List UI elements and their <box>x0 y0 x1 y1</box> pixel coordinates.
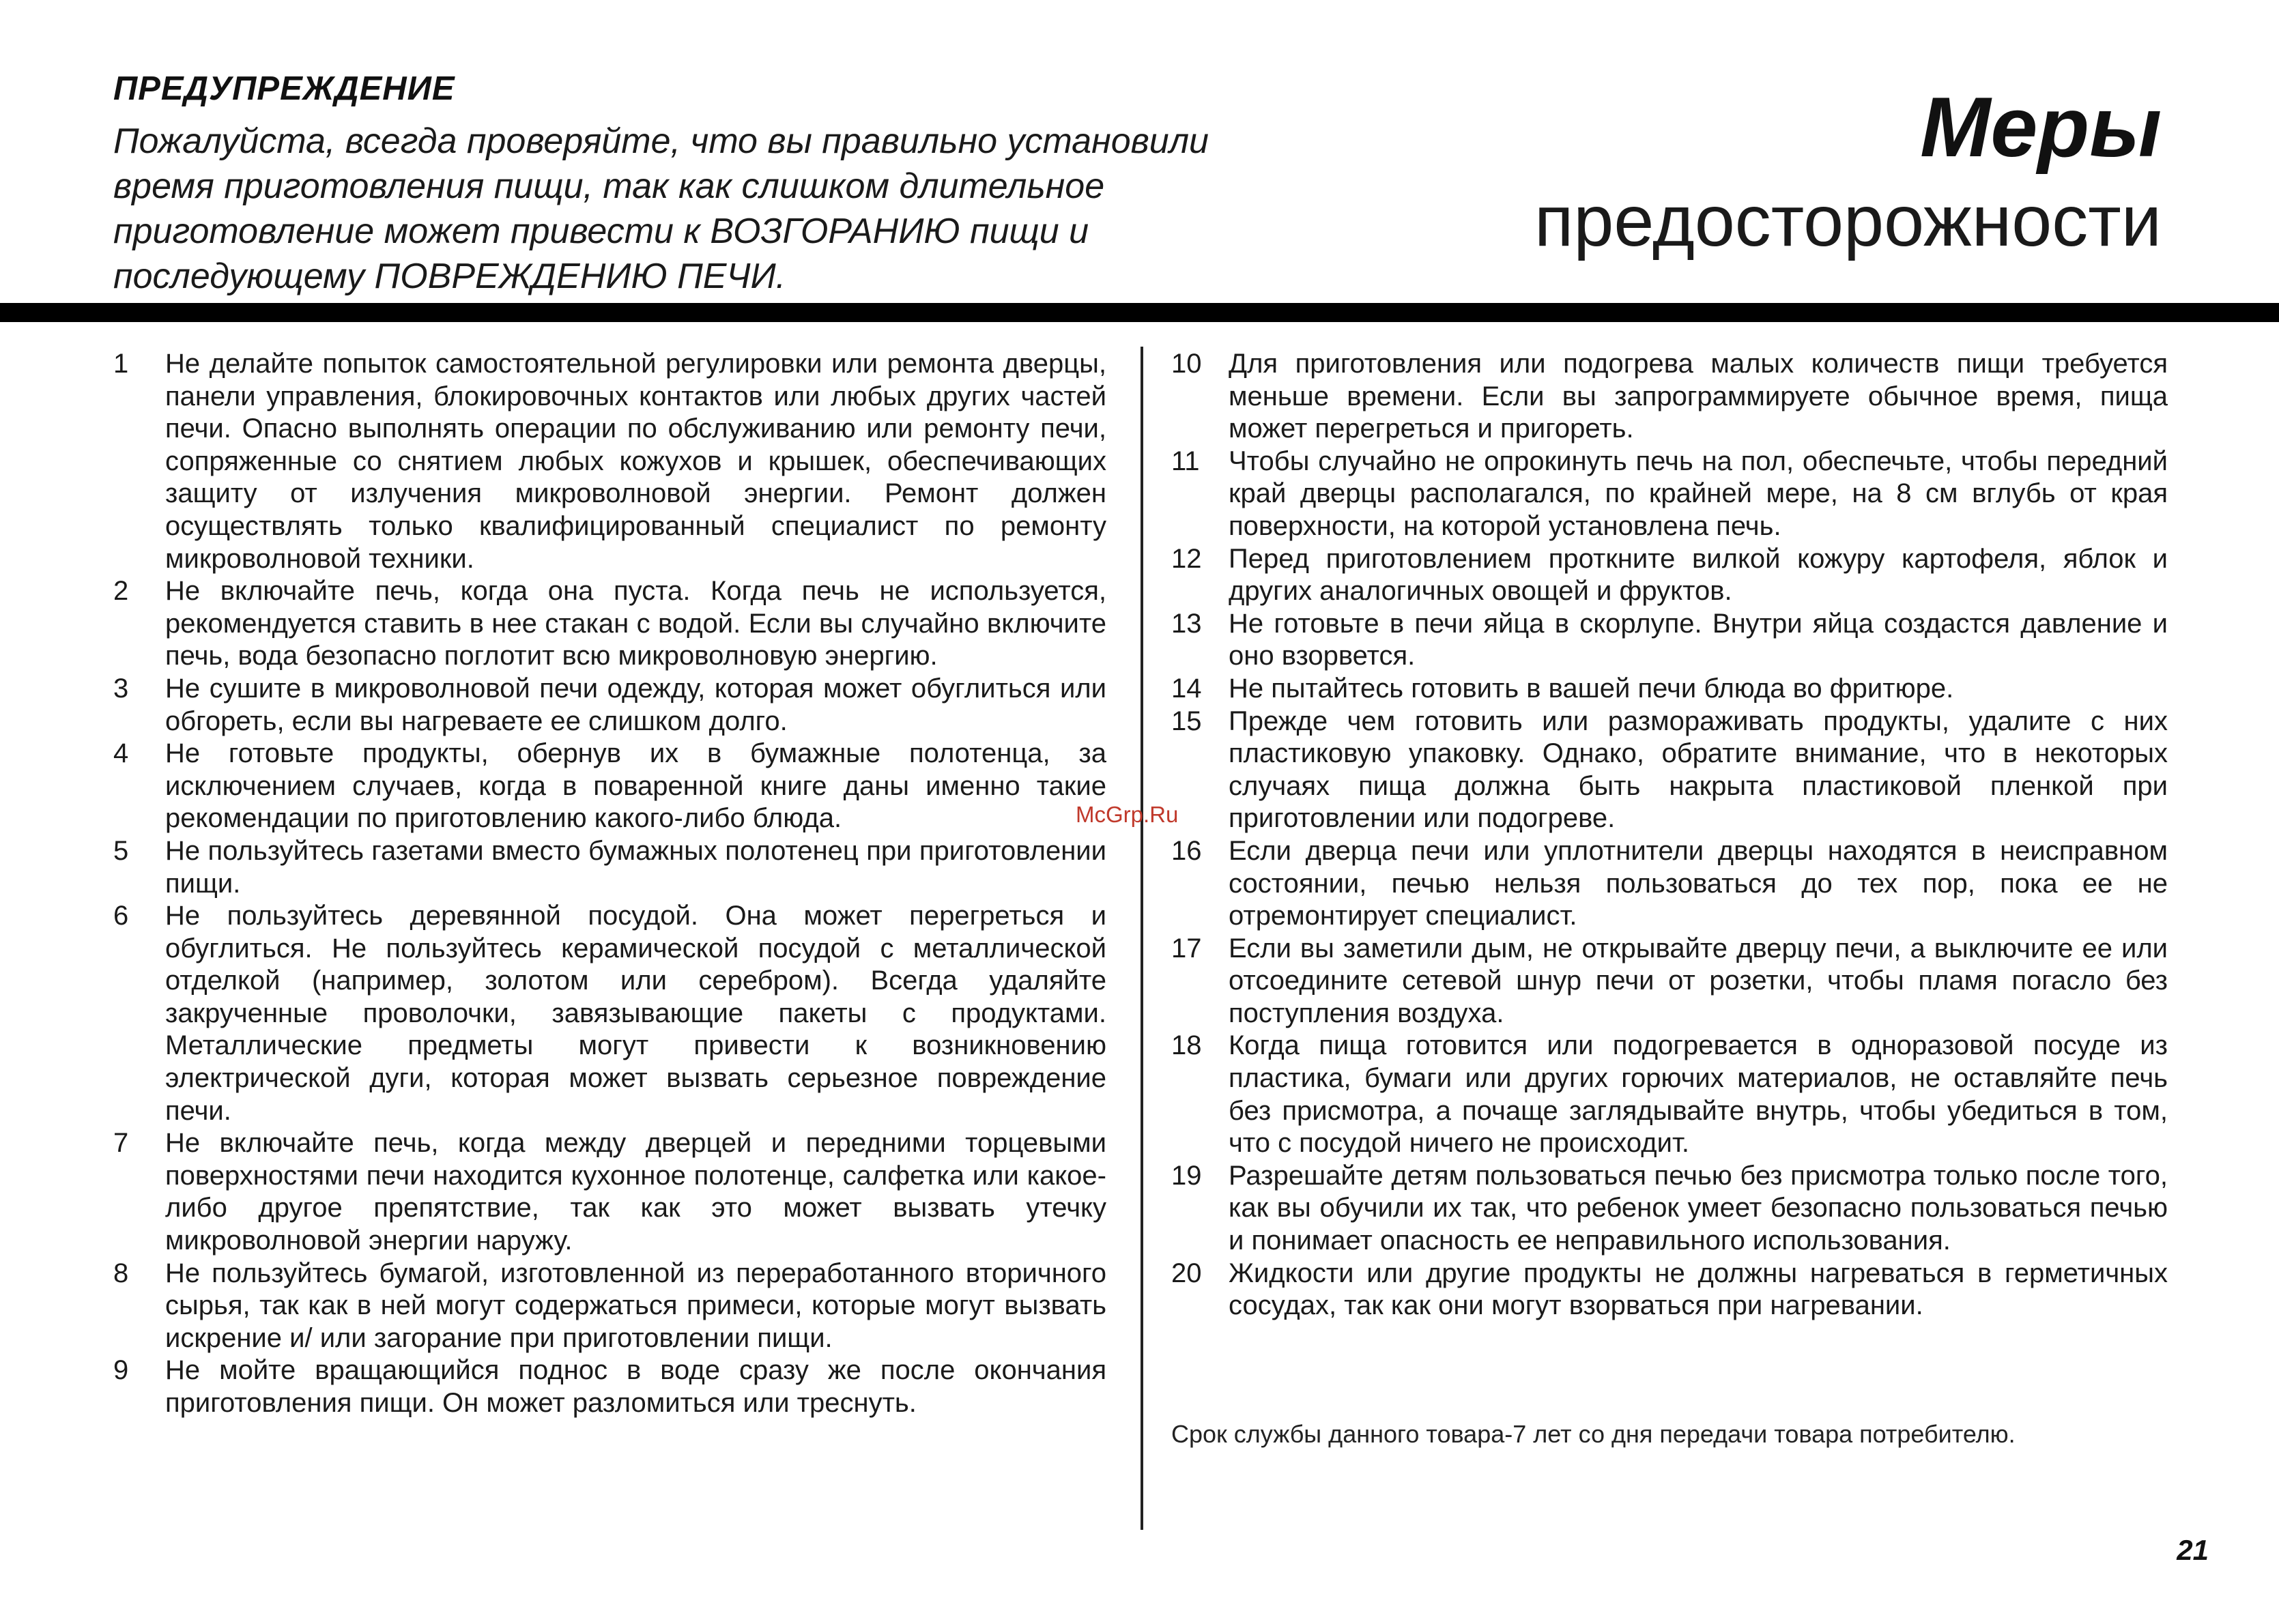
list-item <box>1171 1030 2168 1159</box>
list-item <box>113 1258 1106 1355</box>
item-number: 4 <box>113 738 129 769</box>
list-item <box>1171 835 2168 933</box>
list-item <box>1171 1258 2168 1322</box>
item-text: Не включайте печь, когда она пуста. Когда печь не используется, рекомендуется ставить в нее стакан с водой. Если вы случайно включите печь, вода безопасно поглотит всю микроволновую энергию. <box>165 576 1106 671</box>
item-number: 5 <box>113 835 129 866</box>
list-item <box>1171 673 2168 706</box>
item-number: 1 <box>113 349 129 379</box>
warning-title: ПРЕДУПРЕЖДЕНИЕ <box>113 70 455 107</box>
list-item <box>1171 543 2168 608</box>
item-text: Не делайте попыток самостоятельной регулировки или ремонта дверцы, панели управления, блокировочных контактов или любых других частей печи. Опасно выполнять операции по обслуживанию или ремонту печи, сопряженные со снятием любых кожухов и крышек, обеспечивающих защиту от излучения микроволновой энергии. Ремонт должен осуществлять только квалифицированный специалист по ремонту микроволновой техники. <box>165 349 1106 574</box>
item-text: Если вы заметили дым, не открывайте дверцу печи, а выключите ее или отсоедините сетевой шнур печи от розетки, чтобы пламя погасло без поступления воздуха. <box>1229 933 2168 1028</box>
item-text: Разрешайте детям пользоваться печью без присмотра только после того, как вы обучили их так, что ребенок умеет безопасно пользоваться печью и понимает опасность ее неправильного использования. <box>1229 1160 2168 1256</box>
item-number: 8 <box>113 1258 129 1288</box>
warning-text: Пожалуйста, всегда проверяйте, что вы правильно установили время приготовления пищи, так как слишком длительное приготовление может привести к ВОЗГОРАНИЮ пищи и последующему ПОВРЕЖДЕНИЮ ПЕЧИ. <box>113 121 1209 296</box>
item-number: 2 <box>113 576 129 607</box>
list-item <box>1171 706 2168 835</box>
list-item <box>113 575 1106 673</box>
item-number: 17 <box>1171 933 1202 963</box>
item-number: 13 <box>1171 608 1202 639</box>
item-number: 7 <box>113 1128 129 1159</box>
item-number: 18 <box>1171 1030 1202 1061</box>
item-text: Прежде чем готовить или размораживать продукты, удалите с них пластиковую упаковку. Однако, обратите внимание, что в некоторых случаях пища должна быть накрыта пластиковой пленкой при приготовлении или подогреве. <box>1229 706 2168 834</box>
item-number: 6 <box>113 901 129 931</box>
right-column <box>1171 348 2168 1322</box>
watermark: McGrp.Ru <box>1076 802 1179 827</box>
left-column <box>113 348 1106 1420</box>
item-number: 20 <box>1171 1258 1202 1288</box>
item-number: 12 <box>1171 543 1202 574</box>
item-text: Не готовьте продукты, обернув их в бумажные полотенца, за исключением случаев, когда в поваренной книге даны именно такие рекомендации по приготовлению какого-либо блюда. <box>165 738 1106 834</box>
list-item <box>113 835 1106 900</box>
item-text: Перед приготовлением проткните вилкой кожуру картофеля, яблок и других аналогичных овощей и фруктов. <box>1229 543 2168 607</box>
item-number: 14 <box>1171 673 1202 704</box>
item-number: 16 <box>1171 835 1202 866</box>
list-item <box>113 673 1106 738</box>
item-text: Для приготовления или подогрева малых количеств пищи требуется меньше времени. Если вы запрограммируете обычное время, пища может перегреться и пригореть. <box>1229 349 2168 444</box>
item-text: Не готовьте в печи яйца в скорлупе. Внутри яйца создастся давление и оно взорвется. <box>1229 608 2168 671</box>
item-text: Жидкости или другие продукты не должны нагреваться в герметичных сосудах, так как они могут взорваться при нагревании. <box>1229 1258 2168 1321</box>
list-item <box>113 1354 1106 1419</box>
item-text: Не мойте вращающийся поднос в воде сразу же после окончания приготовления пищи. Он может разломиться или треснуть. <box>165 1355 1106 1418</box>
item-text: Чтобы случайно не опрокинуть печь на пол, обеспечьте, чтобы передний край дверцы располагался, по крайней мере, на 8 см вглубь от края поверхности, на которой установлена печь. <box>1229 446 2168 541</box>
item-number: 3 <box>113 673 129 704</box>
list-item <box>113 348 1106 575</box>
item-text: Не пользуйтесь бумагой, изготовленной из переработанного вторичного сырья, так как в ней могут содержаться примеси, которые могут вызвать искрение и/ или загорание при приготовлении пищи. <box>165 1258 1106 1353</box>
service-life-note: Срок службы данного товара-7 лет со дня передачи товара потребителю. <box>1171 1420 2016 1448</box>
list-item <box>1171 1160 2168 1258</box>
list-item <box>1171 608 2168 673</box>
list-item <box>113 1127 1106 1257</box>
list-item <box>113 900 1106 1127</box>
item-number: 11 <box>1171 446 1200 476</box>
item-number: 10 <box>1171 349 1202 379</box>
item-number: 19 <box>1171 1160 1202 1191</box>
item-text: Не пользуйтесь деревянной посудой. Она может перегреться и обуглиться. Не пользуйтесь керамической посудой с металлической отделкой (например, золотом или серебром). Всегда удаляйте закрученные проволочки, завязывающие пакеты с продуктами. Металлические предметы могут привести к возникновению электрической дуги, которая может вызвать серьезное повреждение печи. <box>165 901 1106 1126</box>
list-item <box>113 738 1106 835</box>
column-divider <box>1141 347 1143 1530</box>
header-rule <box>0 303 2279 322</box>
warning-block <box>113 68 1315 299</box>
item-text: Не включайте печь, когда между дверцей и передними торцевыми поверхностями печи находится кухонное полотенце, салфетка или какое-либо другое препятствие, так как это может вызвать утечку микроволновой энергии наружу. <box>165 1128 1106 1256</box>
page-number: 21 <box>2177 1534 2209 1566</box>
list-item <box>1171 446 2168 543</box>
list-item <box>1171 348 2168 446</box>
item-text: Не сушите в микроволновой печи одежду, которая может обуглиться или обгореть, если вы нагреваете ее слишком долго. <box>165 673 1106 736</box>
title-line-2: предосторожности <box>1534 181 2162 261</box>
title-line-1: Меры <box>1920 81 2162 175</box>
page-title <box>1534 83 2162 265</box>
item-text: Не пытайтесь готовить в вашей печи блюда во фритюре. <box>1229 673 1954 704</box>
item-number: 9 <box>113 1355 129 1386</box>
item-text: Не пользуйтесь газетами вместо бумажных полотенец при приготовлении пищи. <box>165 835 1106 899</box>
item-text: Когда пища готовится или подогревается в одноразовой посуде из пластика, бумаги или других горючих материалов, не оставляйте печь без присмотра, а почаще заглядывайте внутрь, чтобы убедиться в том, что с посудой ничего не происходит. <box>1229 1030 2168 1159</box>
list-item <box>1171 933 2168 1030</box>
item-number: 15 <box>1171 706 1202 736</box>
item-text: Если дверца печи или уплотнители дверцы находятся в неисправном состоянии, печью нельзя пользоваться до тех пор, пока ее не отремонтирует специалист. <box>1229 835 2168 931</box>
